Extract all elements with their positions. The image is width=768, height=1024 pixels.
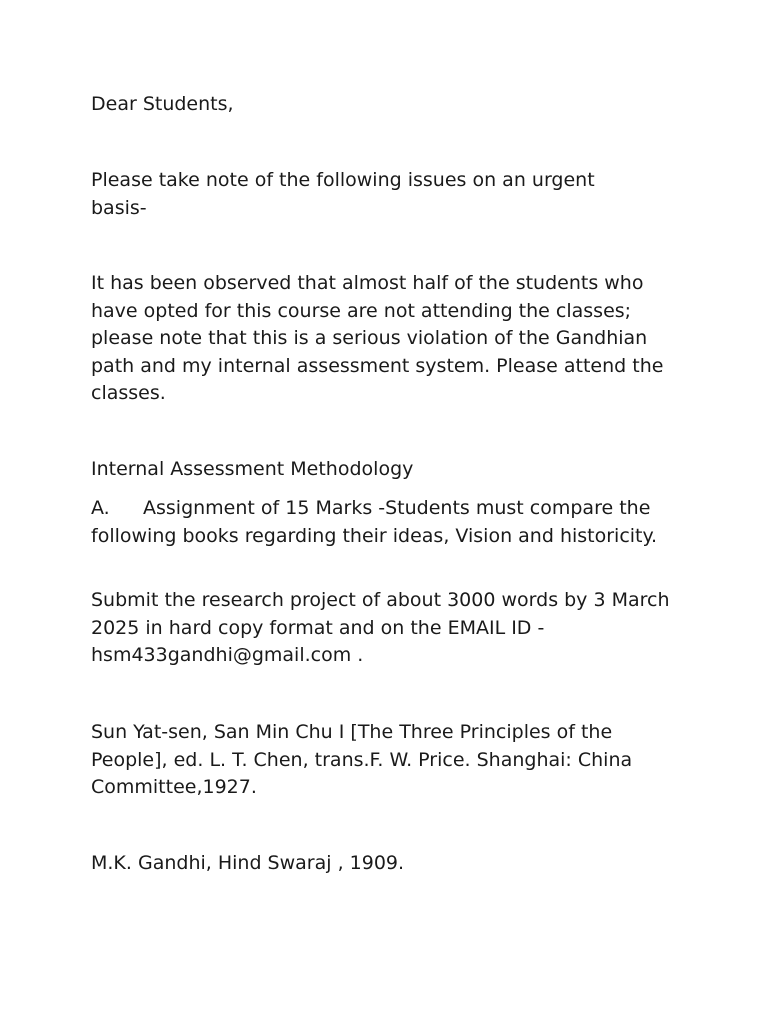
submission-notice: Submit the research project of about 3000 words by 3 March 2025 in hard copy format and on the EMAIL ID - hsm433gandhi@gmail.com . — [91, 589, 670, 666]
book-reference-2: M.K. Gandhi, Hind Swaraj , 1909. — [91, 852, 405, 874]
salutation: Dear Students, — [91, 93, 234, 115]
assignment-text: Assignment of 15 Marks -Students must compare the following books regarding their ideas, Vision and historicity. — [91, 497, 658, 547]
methodology-heading: Internal Assessment Methodology — [91, 458, 414, 480]
assignment-marker: A. — [91, 497, 110, 519]
assignment-item — [91, 495, 671, 550]
book-reference-1: Sun Yat-sen, San Min Chu I [The Three Principles of the People], ed. L. T. Chen, trans.F. W. Price. Shanghai: China Committee,1927. — [91, 721, 633, 798]
notice-intro: Please take note of the following issues on an urgent basis- — [91, 169, 595, 219]
attendance-notice: It has been observed that almost half of the students who have opted for this course are not attending the classes; please note that this is a serious violation of the Gandhian path and my internal assessment system. Please attend the classes. — [91, 272, 664, 404]
